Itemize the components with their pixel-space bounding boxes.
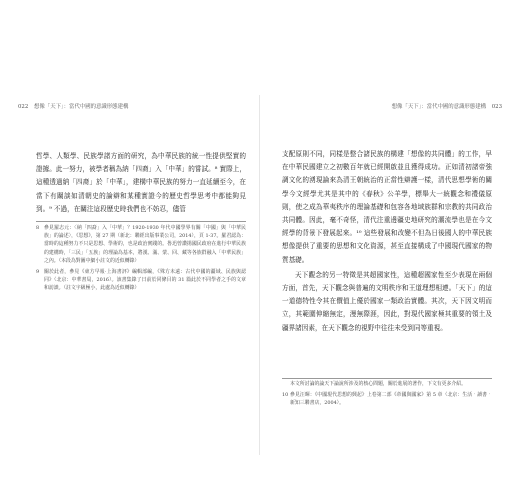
footnote-8 (36, 224, 246, 265)
right-paragraph-1: 支配原則不同，同樣是整合諸民族的構建「想像的共同體」的工作，早在中華民國建立之初數百年就已經開啟並且獲得成功。正如清初諸帝強調文化的湧現論來為清王朝統治的正當性辯護一樣，清代思想學術的關學今文經學尤其是其中的《春秋》公羊學，標舉大一統觀念和禮儀原則，使之成為華夷秩序的理論基礎和包容各地域族群和宗教的共同政治共同體。因此，毫不奇怪，清代注重邊疆史地研究的潮流學也是在今文經學的背景下發展起來。¹⁰ 這些發展和改變不但為日後國人的中華民族想像提供了重要的思想和文化資源，甚至直接構成了中國現代國家的物質基礎。 (282, 150, 492, 264)
right-running-header (392, 102, 506, 110)
footnote-number: 9 (36, 269, 40, 276)
right-paragraph-2: 天下觀念的另一特徵是其超國家性，這種超國家性至少表現在兩個方面，首先，天下觀念與普遍的文明秩序和王道理想相連。「天下」的這一道德特性令其在價值上優於國家一類政治實體。其次，天下因文明而立，其範圍伸縮無定，漫無際涯，因此，對現代國家極其重要的領土及疆界諸因素，在天下觀念的視野中往往未受到同等重視。 (282, 270, 492, 332)
footnote-number: 8 (36, 225, 40, 231)
right-body-text (282, 148, 492, 335)
left-running-header (14, 102, 128, 110)
right-footnote-divider (282, 378, 492, 379)
footnote-text: 關於此者，參見《東方早報·上海書評》編輯部編，《殊方未遠：古代中國的疆域、民族與認同》（北京：中華書局，2016）。該書集錄了日前於同條目的 31 篇此於不同學者之手的文章和訪談。（註文字級極小，此處為近似轉錄） (44, 269, 246, 292)
left-footnote-divider (36, 221, 246, 222)
left-header-title: 想像「天下」：當代中國的意識形態建構 (34, 104, 129, 110)
right-header-title: 想像「天下」：當代中國的意識形態建構 (391, 104, 486, 110)
right-footnotes (282, 380, 492, 411)
left-body-text (36, 150, 246, 216)
left-page-number: 022 (18, 104, 29, 110)
right-page-number: 023 (491, 104, 502, 110)
footnote-text: 參見汪暉：《中國現代思想的興起》上卷第二部《帝國與國家》第 5 章（北京：生活‧讀書‧新知三聯書店，2004）。 (290, 392, 492, 407)
footnote-10 (282, 391, 492, 407)
right-page (260, 0, 520, 500)
footnote-number: 10 (282, 392, 289, 399)
footnote-text: 參見羅志元：〈納「四裔」入「中華」？1920-1930 年代中國學界有關「中國」與「中華民族」的論述〉，《思想》，第 27 期（新北：聯經出版事業公司，2014），頁 1-37。羅君認為：當時的這種努力不只是思想、學術的，也是政治實踐的。魯迅曾讚揚國民政府在進行中華民族的建構時，「三民」「五族」的理論為基本，將漢、滿、蒙、回、藏等各族群融入「中華民族」之內。（本段為對圖中細小註文的近似轉錄） (44, 225, 246, 264)
left-paragraph: 哲學、人類學、民族學諸方面的研究，為中華民族的統一性提供堅實的證據。此一努力，被學者稱為納「四裔」入「中華」的嘗試。⁸ 實際上，這種透過納「四裔」於「中華」，建構中華民族的努力一直延續至今，在當下有關談如清朝史的論辯和某種實證今的歷史哲學思考中都能夠見到。⁹ 不過，在關注這段歷史時我們也不妨忍，儘管 (36, 152, 246, 213)
footnote-9 (36, 268, 246, 293)
footnote-continued (282, 380, 492, 388)
left-footnotes (36, 224, 246, 296)
footnote-text: 本文所討論的論天下論說所涉及的核心問題，關於進展的著作，下文有更多介紹。 (290, 381, 467, 387)
